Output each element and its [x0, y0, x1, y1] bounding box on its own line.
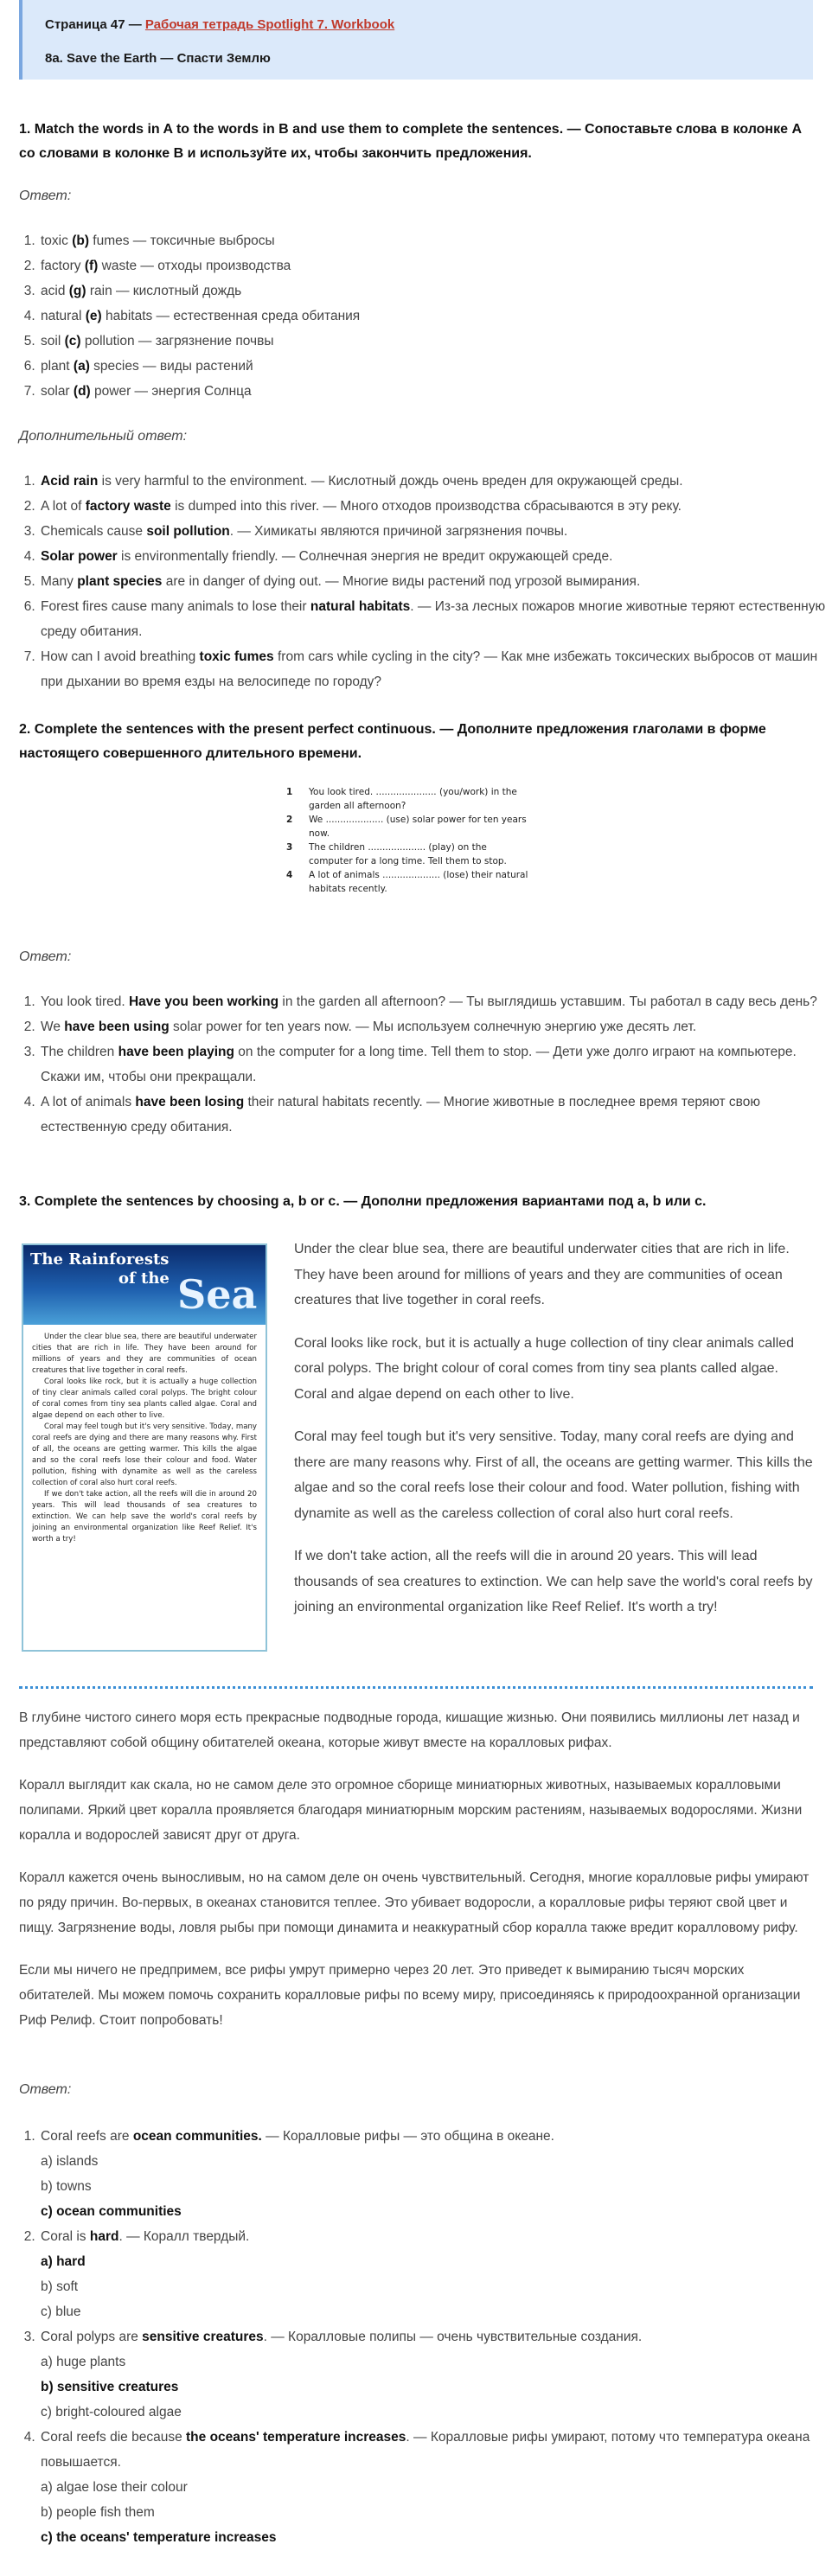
- english-paragraph: If we don't take action, all the reefs will die in around 20 years. This will lead thousands of sea creatures to extinction. We can help save the world's coral reefs by joining an environmental organization like Reef Relief. It's worth a try!: [294, 1549, 813, 1614]
- option: b) people fish them: [41, 2505, 155, 2520]
- task-number: 1: [286, 787, 293, 797]
- option: c) blue: [41, 2304, 81, 2319]
- item-answer: (b): [72, 233, 89, 248]
- item-text: is very harmful to the environment. — Кислотный дождь очень вреден для окружающей среды.: [98, 474, 683, 489]
- item-text: You look tired.: [41, 994, 129, 1009]
- ex1-answer-item: [39, 278, 832, 304]
- option: c) bright-coloured algae: [41, 2405, 182, 2419]
- ex1-extra-list: [19, 469, 832, 694]
- russian-paragraph: Если мы ничего не предпримем, все рифы умрут примерно через 20 лет. Это приведет к вымиранию тысяч морских обитателей. Мы можем помочь сохранить коралловые рифы по всему миру, присоединяясь к природоохранной организации Риф Релиф. Стоит попробовать!: [19, 1963, 801, 2028]
- item-text: power — энергия Солнца: [90, 384, 252, 399]
- item-text: from cars while cycling in the city? — Как мне избежать токсических выбросов от машин при дыхании во время езды на велосипеде по городу?: [41, 649, 818, 689]
- question-answer: sensitive creatures: [142, 2330, 264, 2344]
- item-text: We: [41, 1020, 65, 1034]
- item-text: species — виды растений: [89, 359, 253, 374]
- item-answer: (a): [73, 359, 90, 374]
- question-text: . — Коралл твердый.: [118, 2229, 250, 2244]
- question-text: Coral reefs are: [41, 2129, 133, 2144]
- item-answer: Acid rain: [41, 474, 99, 489]
- ex2-answer-item: [39, 989, 832, 1014]
- item-answer: soil pollution: [146, 524, 230, 539]
- item-text: plant: [41, 359, 74, 374]
- item-text: soil: [41, 334, 65, 348]
- task-sentence: [286, 813, 528, 841]
- image-paragraph: Coral looks like rock, but it is actually a huge collection of tiny clear animals called coral polyps. The bright colour of coral comes from tiny sea plants called algae. Coral and algae depend on each other to live.: [32, 1377, 257, 1420]
- image-article-text: [23, 1325, 266, 1552]
- ex3-question: [39, 2324, 832, 2425]
- option: b) sensitive creatures: [41, 2380, 179, 2394]
- item-text: A lot of animals: [41, 1095, 136, 1109]
- question-text: — Коралловые рифы — это община в океане.: [261, 2129, 554, 2144]
- item-answer: (c): [64, 334, 81, 348]
- article-english: [294, 1237, 813, 1638]
- item-text: factory: [41, 259, 85, 273]
- item-text: The children: [41, 1045, 118, 1059]
- task-number: 2: [286, 815, 293, 825]
- item-text: solar power for ten years now. — Мы используем солнечную энергию уже десять лет.: [169, 1020, 697, 1034]
- item-answer: (g): [68, 284, 86, 298]
- ex1-answer-list: [19, 228, 832, 404]
- item-text: their natural habitats recently. — Многие животные в последнее время теряют свою естественную среду обитания.: [41, 1095, 760, 1135]
- ex3-question: [39, 2425, 832, 2550]
- item-answer: Solar power: [41, 549, 118, 564]
- ex1-extra-item: [39, 494, 832, 519]
- option: c) the oceans' temperature increases: [41, 2530, 277, 2545]
- question-answer: hard: [89, 2229, 119, 2244]
- item-text: is dumped into this river. — Много отходов производства сбрасываются в эту реку.: [170, 499, 682, 514]
- russian-paragraph: В глубине чистого синего моря есть прекрасные подводные города, кишащие жизнью. Они появились миллионы лет назад и представляют собой общину обитателей океана, которые живут вместе на коралловых рифах.: [19, 1710, 800, 1750]
- option: a) algae lose their colour: [41, 2480, 188, 2495]
- image-paragraph: Coral may feel tough but it's very sensitive. Today, many coral reefs are dying and there are many reasons why. First of all, the oceans are getting warmer. This kills the algae and so the coral reefs lose their colour and food. Water pollution, fishing with dynamite as well as the careless collection of coral also hurt coral reefs.: [32, 1422, 257, 1487]
- ex1-extra-item: [39, 469, 832, 494]
- ex3-question: [39, 2124, 832, 2224]
- image-paragraph: If we don't take action, all the reefs will die in around 20 years. This will lead thousands of sea creatures to extinction. We can help save the world's coral reefs by joining an environmental organization like Reef Relief. It's worth a try!: [32, 1490, 257, 1544]
- image-paragraph: Under the clear blue sea, there are beautiful underwater cities that are rich in life. They have been around for millions of years and they are communities of ocean creatures that live together in coral reefs.: [32, 1333, 257, 1375]
- english-paragraph: Coral may feel tough but it's very sensitive. Today, many coral reefs are dying and there are many reasons why. First of all, the oceans are getting warmer. This kills the algae and so the coral reefs lose their colour and food. Water pollution, fishing with dynamite as well as the careless collection of coral also hurt coral reefs.: [294, 1429, 813, 1521]
- banner-word-3: Sea: [177, 1271, 258, 1318]
- question-text: Coral reefs die because: [41, 2430, 187, 2445]
- task-text: You look tired. ..................... (you/work) in the garden all afternoon?: [309, 787, 517, 811]
- item-text: rain — кислотный дождь: [86, 284, 242, 298]
- ex1-answer-item: [39, 253, 832, 278]
- item-answer: plant species: [77, 574, 163, 589]
- option: a) islands: [41, 2154, 99, 2169]
- item-text: Chemicals cause: [41, 524, 147, 539]
- ex1-extra-label: Дополнительный ответ:: [19, 429, 188, 444]
- item-answer: natural habitats: [310, 599, 411, 614]
- banner-word-2: of the: [118, 1269, 170, 1288]
- question-text: Coral is: [41, 2229, 90, 2244]
- ex1-extra-item: [39, 644, 832, 694]
- ex2-answer-item: [39, 1090, 832, 1140]
- question-text: . — Коралловые полипы — очень чувствительные создания.: [263, 2330, 643, 2344]
- item-answer: (e): [85, 309, 102, 323]
- item-text: Many: [41, 574, 78, 589]
- item-answer: toxic fumes: [199, 649, 274, 664]
- ex1-extra-item: [39, 544, 832, 569]
- item-text: waste — отходы производства: [98, 259, 291, 273]
- ex2-answer-item: [39, 1039, 832, 1090]
- question-answer: ocean communities.: [132, 2129, 262, 2144]
- rainforests-banner: [23, 1245, 266, 1325]
- task-sentence: [286, 868, 528, 896]
- ex1-extra-item: [39, 594, 832, 644]
- workbook-link[interactable]: Рабочая тетрадь Spotlight 7. Workbook: [144, 17, 395, 32]
- item-text: Forest fires cause many animals to lose their: [41, 599, 310, 614]
- item-answer: have been using: [64, 1020, 170, 1034]
- ex3-answer-list: [19, 2124, 832, 2550]
- task-sentence: [286, 785, 528, 813]
- english-paragraph: Under the clear blue sea, there are beautiful underwater cities that are rich in life. They have been around for millions of years and they are communities of ocean creatures that live together in coral reefs.: [294, 1242, 790, 1307]
- ex2-task-image: [286, 785, 528, 924]
- unit-title: 8a. Save the Earth — Спасти Землю: [45, 51, 271, 66]
- task-sentence: [286, 841, 528, 868]
- task-number: 3: [286, 842, 293, 853]
- item-answer: (f): [84, 259, 99, 273]
- question-text: Coral polyps are: [41, 2330, 143, 2344]
- ex2-heading: 2. Complete the sentences with the present perfect continuous. — Дополните предложения глаголами в форме настоящего совершенного длительного времени.: [19, 722, 766, 761]
- item-text: . — Из-за лесных пожаров многие животные теряют естественную среду обитания.: [41, 599, 826, 639]
- ex2-answer-list: [19, 989, 832, 1140]
- item-text: is environmentally friendly. — Солнечная энергия не вредит окружающей среде.: [117, 549, 613, 564]
- page-header: [19, 0, 813, 80]
- item-answer: Have you been working: [128, 994, 279, 1009]
- item-text: habitats — естественная среда обитания: [101, 309, 361, 323]
- article-russian: [19, 1705, 813, 2050]
- page-number-line: [45, 17, 790, 32]
- ex1-extra-item: [39, 519, 832, 544]
- ex3-heading: 3. Complete the sentences by choosing a, b or c. — Дополни предложения вариантами под a, b или c.: [19, 1194, 707, 1209]
- question-answer: the oceans' temperature increases: [186, 2430, 406, 2445]
- option: b) soft: [41, 2279, 79, 2294]
- item-text: are in danger of dying out. — Многие виды растений под угрозой вымирания.: [162, 574, 641, 589]
- russian-paragraph: Коралл выглядит как скала, но не самом деле это огромное сборище миниатюрных животных, называемых коралловыми полипами. Яркий цвет коралла проявляется благодаря миниатюрным морским растениям, называемых водорослями. Жизни коралла и водорослей зависят друг от друга.: [19, 1778, 803, 1843]
- ex1-answer-label: Ответ:: [19, 189, 72, 203]
- option: a) hard: [41, 2254, 86, 2269]
- ex1-extra-item: [39, 569, 832, 594]
- item-text: fumes — токсичные выбросы: [88, 233, 275, 248]
- ex1-answer-item: [39, 304, 832, 329]
- ex1-answer-item: [39, 379, 832, 404]
- task-text: We .................... (use) solar power for ten years now.: [309, 815, 527, 839]
- ex1-answer-item: [39, 354, 832, 379]
- english-paragraph: Coral looks like rock, but it is actually a huge collection of tiny clear animals called coral polyps. The bright colour of coral comes from tiny sea plants called algae. Coral and algae depend on each other to live.: [294, 1335, 795, 1402]
- ex3-question: [39, 2224, 832, 2324]
- item-text: acid: [41, 284, 69, 298]
- rainforests-of-the-sea-image: [22, 1243, 267, 1652]
- item-text: pollution — загрязнение почвы: [80, 334, 274, 348]
- task-number: 4: [286, 870, 293, 880]
- russian-paragraph: Коралл кажется очень выносливым, но на самом деле он очень чувствительный. Сегодня, многие коралловые рифы умирают по ряду причин. Во-первых, в океанах становится теплее. Это убивает водоросли, а коралловые рифы теряют свой цвет и пищу. Загрязнение воды, ловля рыбы при помощи динамита и неаккуратный сбор коралла также вредит коралловому рифу.: [19, 1870, 810, 1935]
- ex2-answer-label: Ответ:: [19, 949, 72, 964]
- item-answer: (d): [73, 384, 91, 399]
- page-number: Страница 47 —: [45, 17, 145, 32]
- item-text: A lot of: [41, 499, 86, 514]
- question-text: . — Коралловые рифы умирают, потому что температура океана повышается.: [41, 2430, 810, 2470]
- item-text: toxic: [41, 233, 73, 248]
- ex1-answer-item: [39, 329, 832, 354]
- ex1-answer-item: [39, 228, 832, 253]
- ex2-answer-item: [39, 1014, 832, 1039]
- item-text: solar: [41, 384, 74, 399]
- ex1-heading: 1. Match the words in A to the words in B and use them to complete the sentences. — Сопоставьте слова в колонке А со словами в колонке В и используйте их, чтобы закончить предложения.: [19, 122, 802, 161]
- option: a) huge plants: [41, 2355, 126, 2369]
- task-text: The children .................... (play) on the computer for a long time. Tell them to stop.: [309, 842, 507, 866]
- item-text: natural: [41, 309, 86, 323]
- item-answer: have been playing: [118, 1045, 234, 1059]
- divider: [19, 1686, 813, 1689]
- task-text: A lot of animals .................... (lose) their natural habitats recently.: [309, 870, 528, 894]
- option: b) towns: [41, 2179, 92, 2194]
- item-text: . — Химикаты являются причиной загрязнения почвы.: [229, 524, 568, 539]
- banner-word-1: The Rainforests: [30, 1250, 170, 1269]
- item-text: on the computer for a long time. Tell them to stop. — Дети уже долго играют на компьютере. Скажи им, чтобы они прекращали.: [41, 1045, 797, 1084]
- option: c) ocean communities: [41, 2204, 182, 2219]
- item-text: How can I avoid breathing: [41, 649, 200, 664]
- ex3-answer-label: Ответ:: [19, 2082, 72, 2097]
- item-text: in the garden all afternoon? — Ты выглядишь уставшим. Ты работал в саду весь день?: [278, 994, 817, 1009]
- item-answer: have been losing: [135, 1095, 245, 1109]
- item-answer: factory waste: [85, 499, 171, 514]
